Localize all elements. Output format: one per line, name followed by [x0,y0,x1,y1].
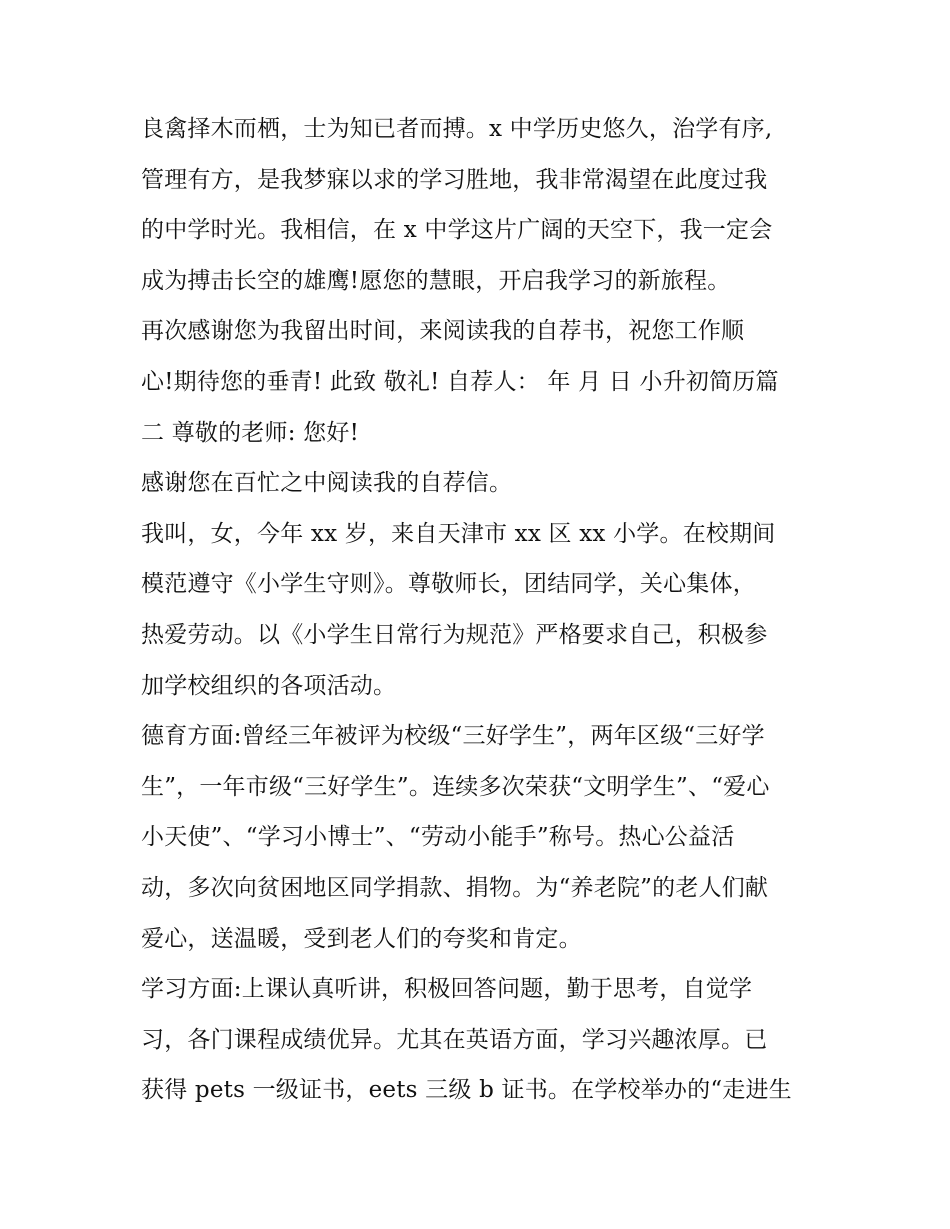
text-line: 我叫，女，今年 xx 岁，来自天津市 xx 区 xx 小学。在校期间 [141,520,776,547]
text-line: 再次感谢您为我留出时间，来阅读我的自荐书，祝您工作顺 [141,318,745,345]
document-body [141,104,821,1116]
text-line: 成为搏击长空的雄鹰!愿您的慧眼，开启我学习的新旅程。 [141,267,731,294]
text-line: 动，多次向贫困地区同学捐款、捐物。为“养老院”的老人们献 [141,874,769,901]
text-line: 的中学时光。我相信，在 x 中学这片广阔的天空下，我一定会 [141,217,773,244]
text-line: 生”，一年市级“三好学生”。连续多次荣获“文明学生”、“爱心 [141,773,770,800]
text-line: 习，各门课程成绩优异。尤其在英语方面，学习兴趣浓厚。已 [141,1026,768,1053]
text-line: 小天使”、“学习小博士”、“劳动小能手”称号。热心公益活 [141,824,735,851]
text-line: 学习方面:上课认真听讲，积极回答问题，勤于思考，自觉学 [141,976,753,1003]
text-line: 心!期待您的垂青! 此致 敬礼! 自荐人： 年 月 日 小升初简历篇 [141,368,779,395]
text-line: 热爱劳动。以《小学生日常行为规范》严格要求自己，积极参 [141,621,768,648]
text-line: 加学校组织的各项活动。 [141,672,397,699]
text-line: 模范遵守《小学生守则》。尊敬师长，团结同学，关心集体， [141,571,756,598]
text-line: 爱心，送温暖，受到老人们的夸奖和肯定。 [141,925,582,952]
text-line: 德育方面:曾经三年被评为校级“三好学生”，两年区级“三好学 [141,723,765,750]
text-line: 二 尊敬的老师: 您好! [141,419,360,446]
text-line: 获得 pets 一级证书，eets 三级 b 证书。在学校举办的“走进生 [141,1077,792,1104]
text-line: 良禽择木而栖，士为知已者而搏。x 中学历史悠久，治学有序, [141,116,773,142]
text-line: 感谢您在百忙之中阅读我的自荐信。 [141,470,513,497]
text-line: 管理有方，是我梦寐以求的学习胜地，我非常渴望在此度过我 [141,166,768,193]
